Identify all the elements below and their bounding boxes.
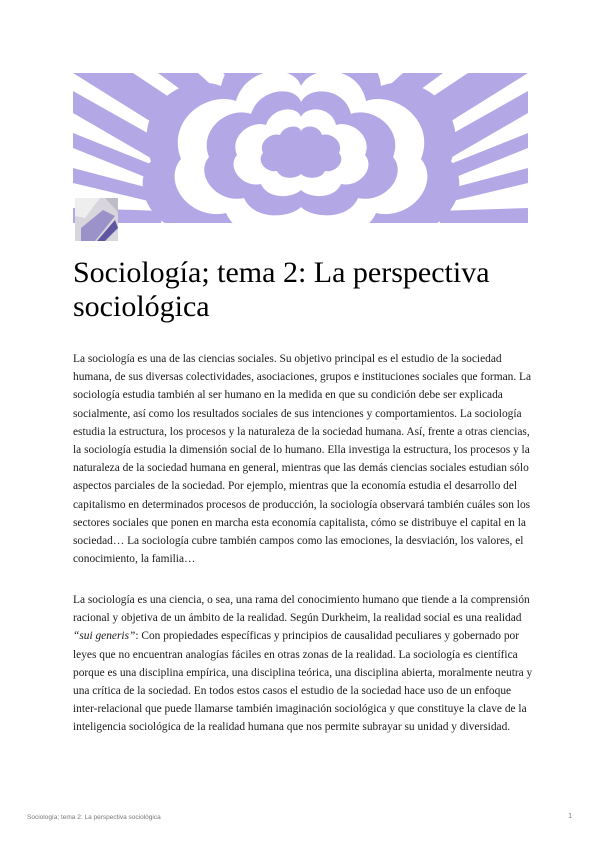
body-paragraph-1: La sociología es una de las ciencias sociales. Su objetivo principal es el estudio de la sociedad humana, de sus diversas colectividades, asociaciones, grupos e instituciones sociales que forman. La sociología estudia también al ser humano en la medida en que su condición debe ser explicada socialmente, así como los resultados sociales de sus intenciones y comportamientos. La sociología estudia la estructura, los procesos y la naturaleza de la sociedad humana. Así, frente a otras ciencias, la sociología estudia la dimensión social de lo humano. Ella investiga la estructura, los procesos y la naturaleza de la sociedad humana en general, mientras que las demás ciencias sociales estudian sólo aspectos parciales de la sociedad. Por ejemplo, mientras que la economía estudia el desarrollo del capitalismo en determinados procesos de producción, la sociología observará también cuáles son los sectores sociales que ponen en marcha esta economía capitalista, cómo se distribuye el capital en la sociedad… La sociología cubre también campos como las emociones, la desviación, los valores, el conocimiento, la familia… (73, 353, 532, 566)
cover-thumbnail-image (75, 198, 118, 241)
concentric-flower-pattern (73, 73, 528, 223)
header-banner-graphic (73, 73, 528, 223)
page-title: Sociología; tema 2: La perspectiva sociológica (73, 256, 490, 323)
footer-page-number: 1 (568, 813, 572, 820)
paragraph-2-text-start: La sociología es una ciencia, o sea, una rama del conocimiento humano que tiende a la comprensión racional y objetiva de un ámbito de la realidad. Según Durkheim, la realidad social es una realidad (73, 594, 530, 625)
body-paragraph-2 (73, 591, 533, 737)
footer-document-title: Sociología; tema 2: La perspectiva sociológica (27, 814, 161, 821)
sui-generis-emphasis: “sui generis” (73, 630, 136, 643)
paragraph-2-text-end: : Con propiedades específicas y principios de causalidad peculiares y gobernado por leyes que no encuentran analogías fáciles en otras zonas de la realidad. La sociología es científica porque es una disciplina empírica, una disciplina teórica, una disciplina abierta, moralmente neutra y una crítica de la sociedad. En todos estos casos el estudio de la sociedad hace uso de un enfoque inter-relacional que puede llamarse también imaginación sociológica y que constituye la clave de la inteligencia sociológica de la realidad humana que nos permite subrayar su unidad y diversidad. (73, 630, 533, 734)
